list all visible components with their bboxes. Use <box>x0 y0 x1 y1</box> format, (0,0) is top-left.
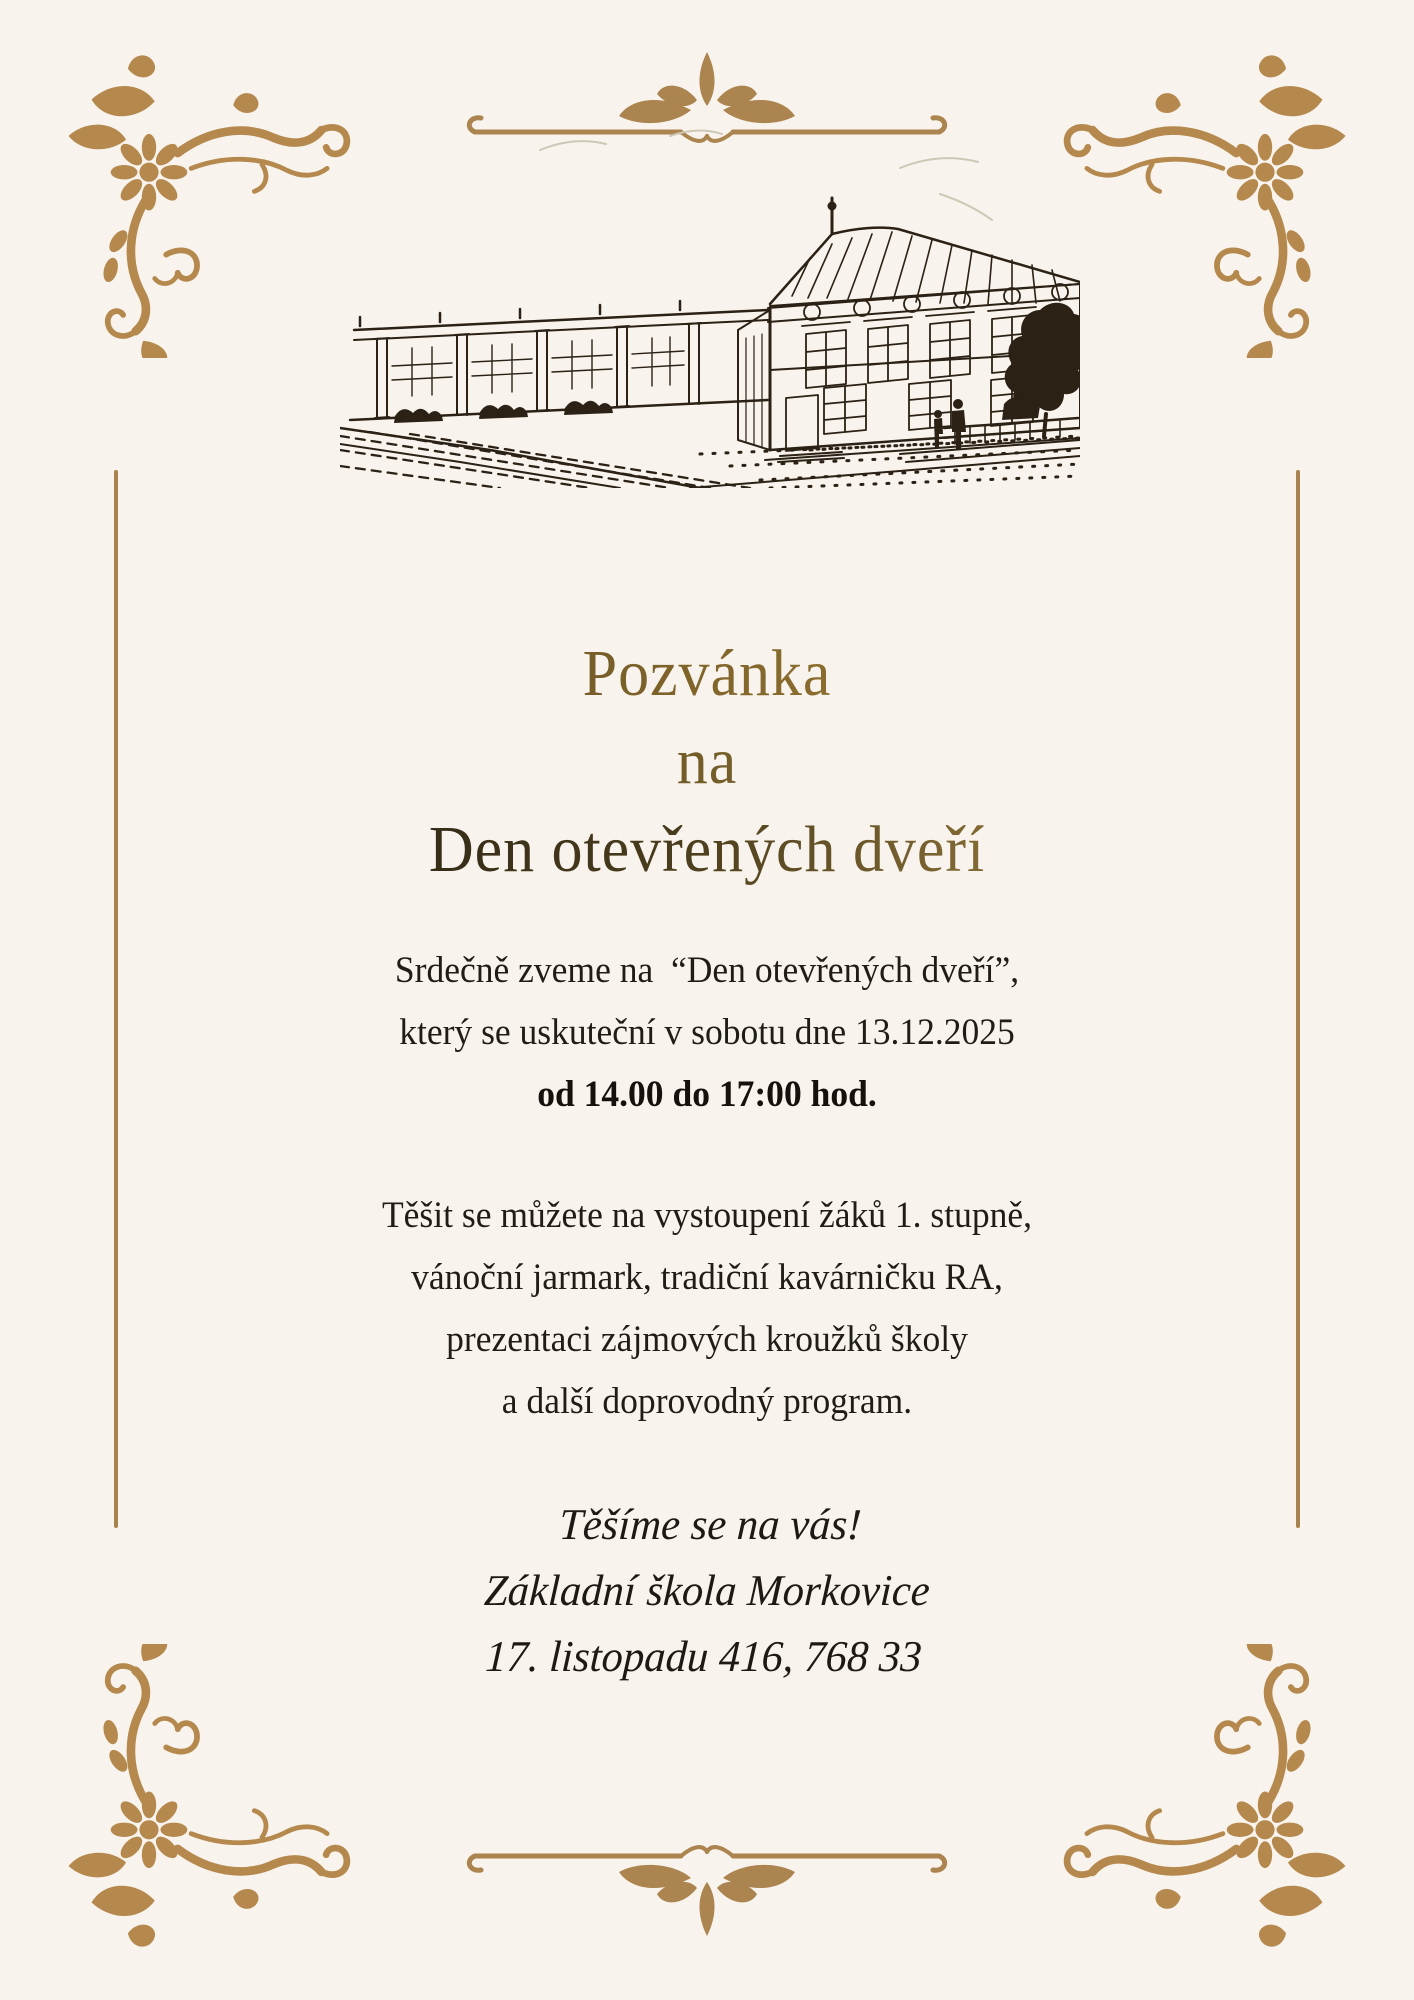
invitation-title <box>0 630 1414 894</box>
program-line-3: prezentaci zájmových kroužků školy <box>446 1319 968 1360</box>
program-line-1: Těšit se můžete na vystoupení žáků 1. stupně, <box>381 1195 1033 1236</box>
lotus-divider-icon <box>457 1832 957 1952</box>
floral-corner-ornament-icon <box>1062 42 1378 358</box>
closing-block <box>16 1492 1398 1690</box>
floral-corner-ornament-icon <box>36 42 352 358</box>
program-line-4: a další doprovodný program. <box>501 1381 913 1422</box>
program-paragraph <box>28 1185 1385 1433</box>
closing-address: 17. listopadu 416, 768 33 <box>484 1632 924 1681</box>
title-line-1: Pozvánka <box>42 630 1371 718</box>
closing-school-name: Základní škola Morkovice <box>482 1566 932 1615</box>
intro-paragraph <box>28 940 1385 1126</box>
title-line-2: na <box>42 718 1371 806</box>
program-line-2: vánoční jarmark, tradiční kavárničku RA, <box>411 1257 1003 1298</box>
intro-line-2: který se uskuteční v sobotu dne 13.12.2025 <box>399 1012 1015 1053</box>
floral-corner-ornament-icon <box>1062 1644 1378 1960</box>
title-line-3: Den otevřených dveří <box>42 806 1371 894</box>
intro-line-1: Srdečně zveme na “Den otevřených dveří”, <box>394 950 1020 991</box>
floral-corner-ornament-icon <box>36 1644 352 1960</box>
intro-line-3-time: od 14.00 do 17:00 hod. <box>537 1074 877 1115</box>
school-building-illustration <box>340 98 1080 488</box>
closing-line-1: Těšíme se na vás! <box>557 1500 863 1549</box>
